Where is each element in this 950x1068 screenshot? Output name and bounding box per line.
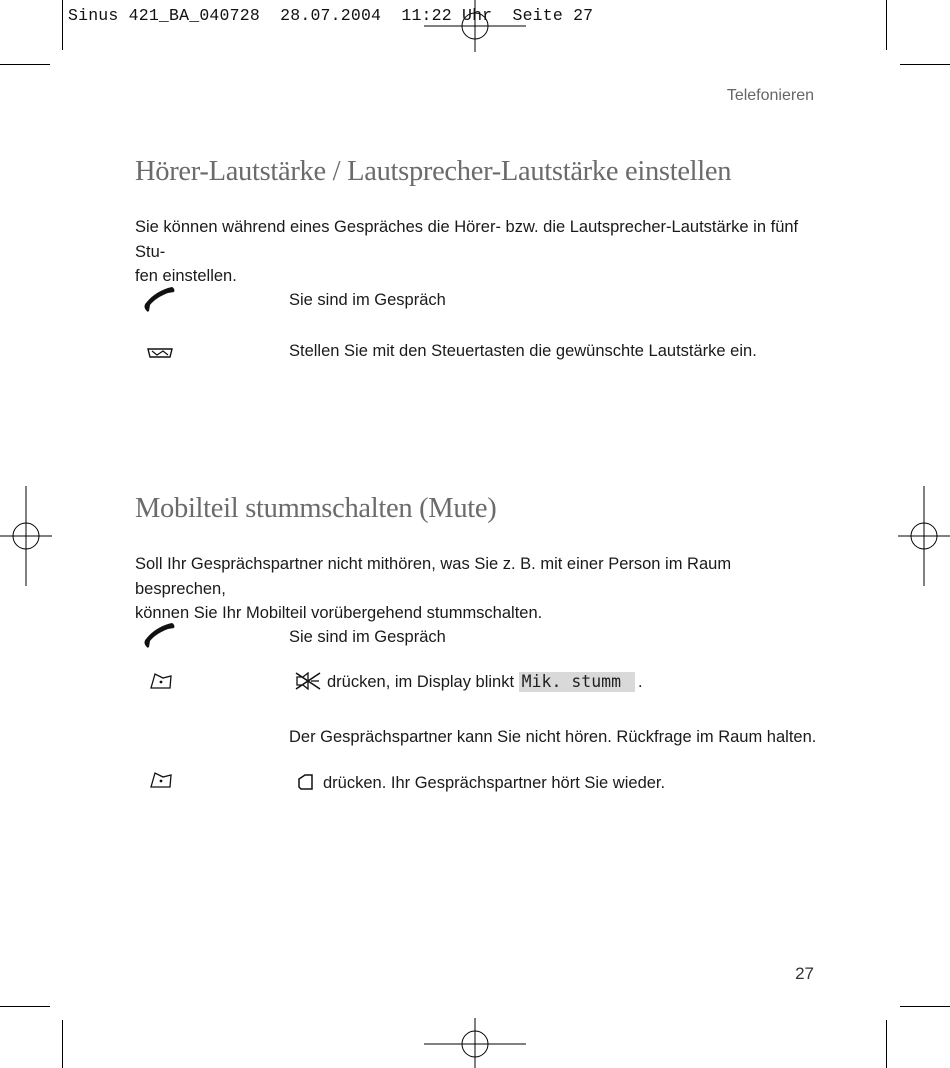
return-symbol-icon [297, 773, 315, 791]
step-text: Sie sind im Gespräch [289, 291, 446, 309]
step-text: Stellen Sie mit den Steuertasten die gewünschte Lautstärke ein. [289, 342, 757, 360]
crop-mark [0, 64, 50, 65]
crop-mark [62, 1020, 63, 1068]
handset-icon [142, 621, 176, 649]
section2-intro [135, 552, 820, 626]
unmute-step [289, 773, 665, 793]
mute-symbol-icon [295, 672, 321, 690]
mute-step-text: drücken, im Display blinkt [327, 673, 515, 691]
display-message: Mik. stumm [519, 672, 635, 692]
page-number: 27 [795, 964, 814, 983]
intro-line: können Sie Ihr Mobilteil vorübergehend stummschalten. [135, 604, 543, 622]
crop-mark [900, 1006, 950, 1007]
mute-step [289, 672, 643, 692]
step-note: Der Gesprächspartner kann Sie nicht hören. Rückfrage im Raum halten. [289, 728, 817, 746]
intro-line: Sie können während eines Gespräches die Hörer- bzw. die Lautsprecher-Lautstärke in fünf Stu- [135, 218, 799, 261]
section2-title: Mobilteil stummschalten (Mute) [135, 493, 497, 524]
handset-icon [142, 285, 176, 313]
step-suffix: . [638, 673, 643, 691]
print-slug: Sinus 421_BA_040728 28.07.2004 11:22 Uhr Seite 27 [68, 6, 594, 25]
crop-mark [886, 0, 887, 50]
control-key-icon [146, 345, 174, 361]
intro-line: Soll Ihr Gesprächspartner nicht mithören, was Sie z. B. mit einer Person im Raum besprechen, [135, 555, 732, 598]
crop-mark [0, 1006, 50, 1007]
registration-mark [0, 486, 52, 586]
crop-mark [886, 1020, 887, 1068]
intro-line: fen einstellen. [135, 267, 237, 285]
crop-mark [62, 0, 63, 50]
step-text: Sie sind im Gespräch [289, 628, 446, 646]
registration-mark [424, 1018, 526, 1068]
display-key-icon [148, 671, 174, 691]
section-label: Telefonieren [726, 87, 814, 104]
section1-intro [135, 215, 820, 289]
display-key-icon [148, 770, 174, 790]
unmute-step-text: drücken. Ihr Gesprächspartner hört Sie wieder. [323, 774, 666, 792]
crop-mark [900, 64, 950, 65]
section1-title: Hörer-Lautstärke / Lautsprecher-Lautstärke einstellen [135, 156, 732, 187]
registration-mark [898, 486, 950, 586]
